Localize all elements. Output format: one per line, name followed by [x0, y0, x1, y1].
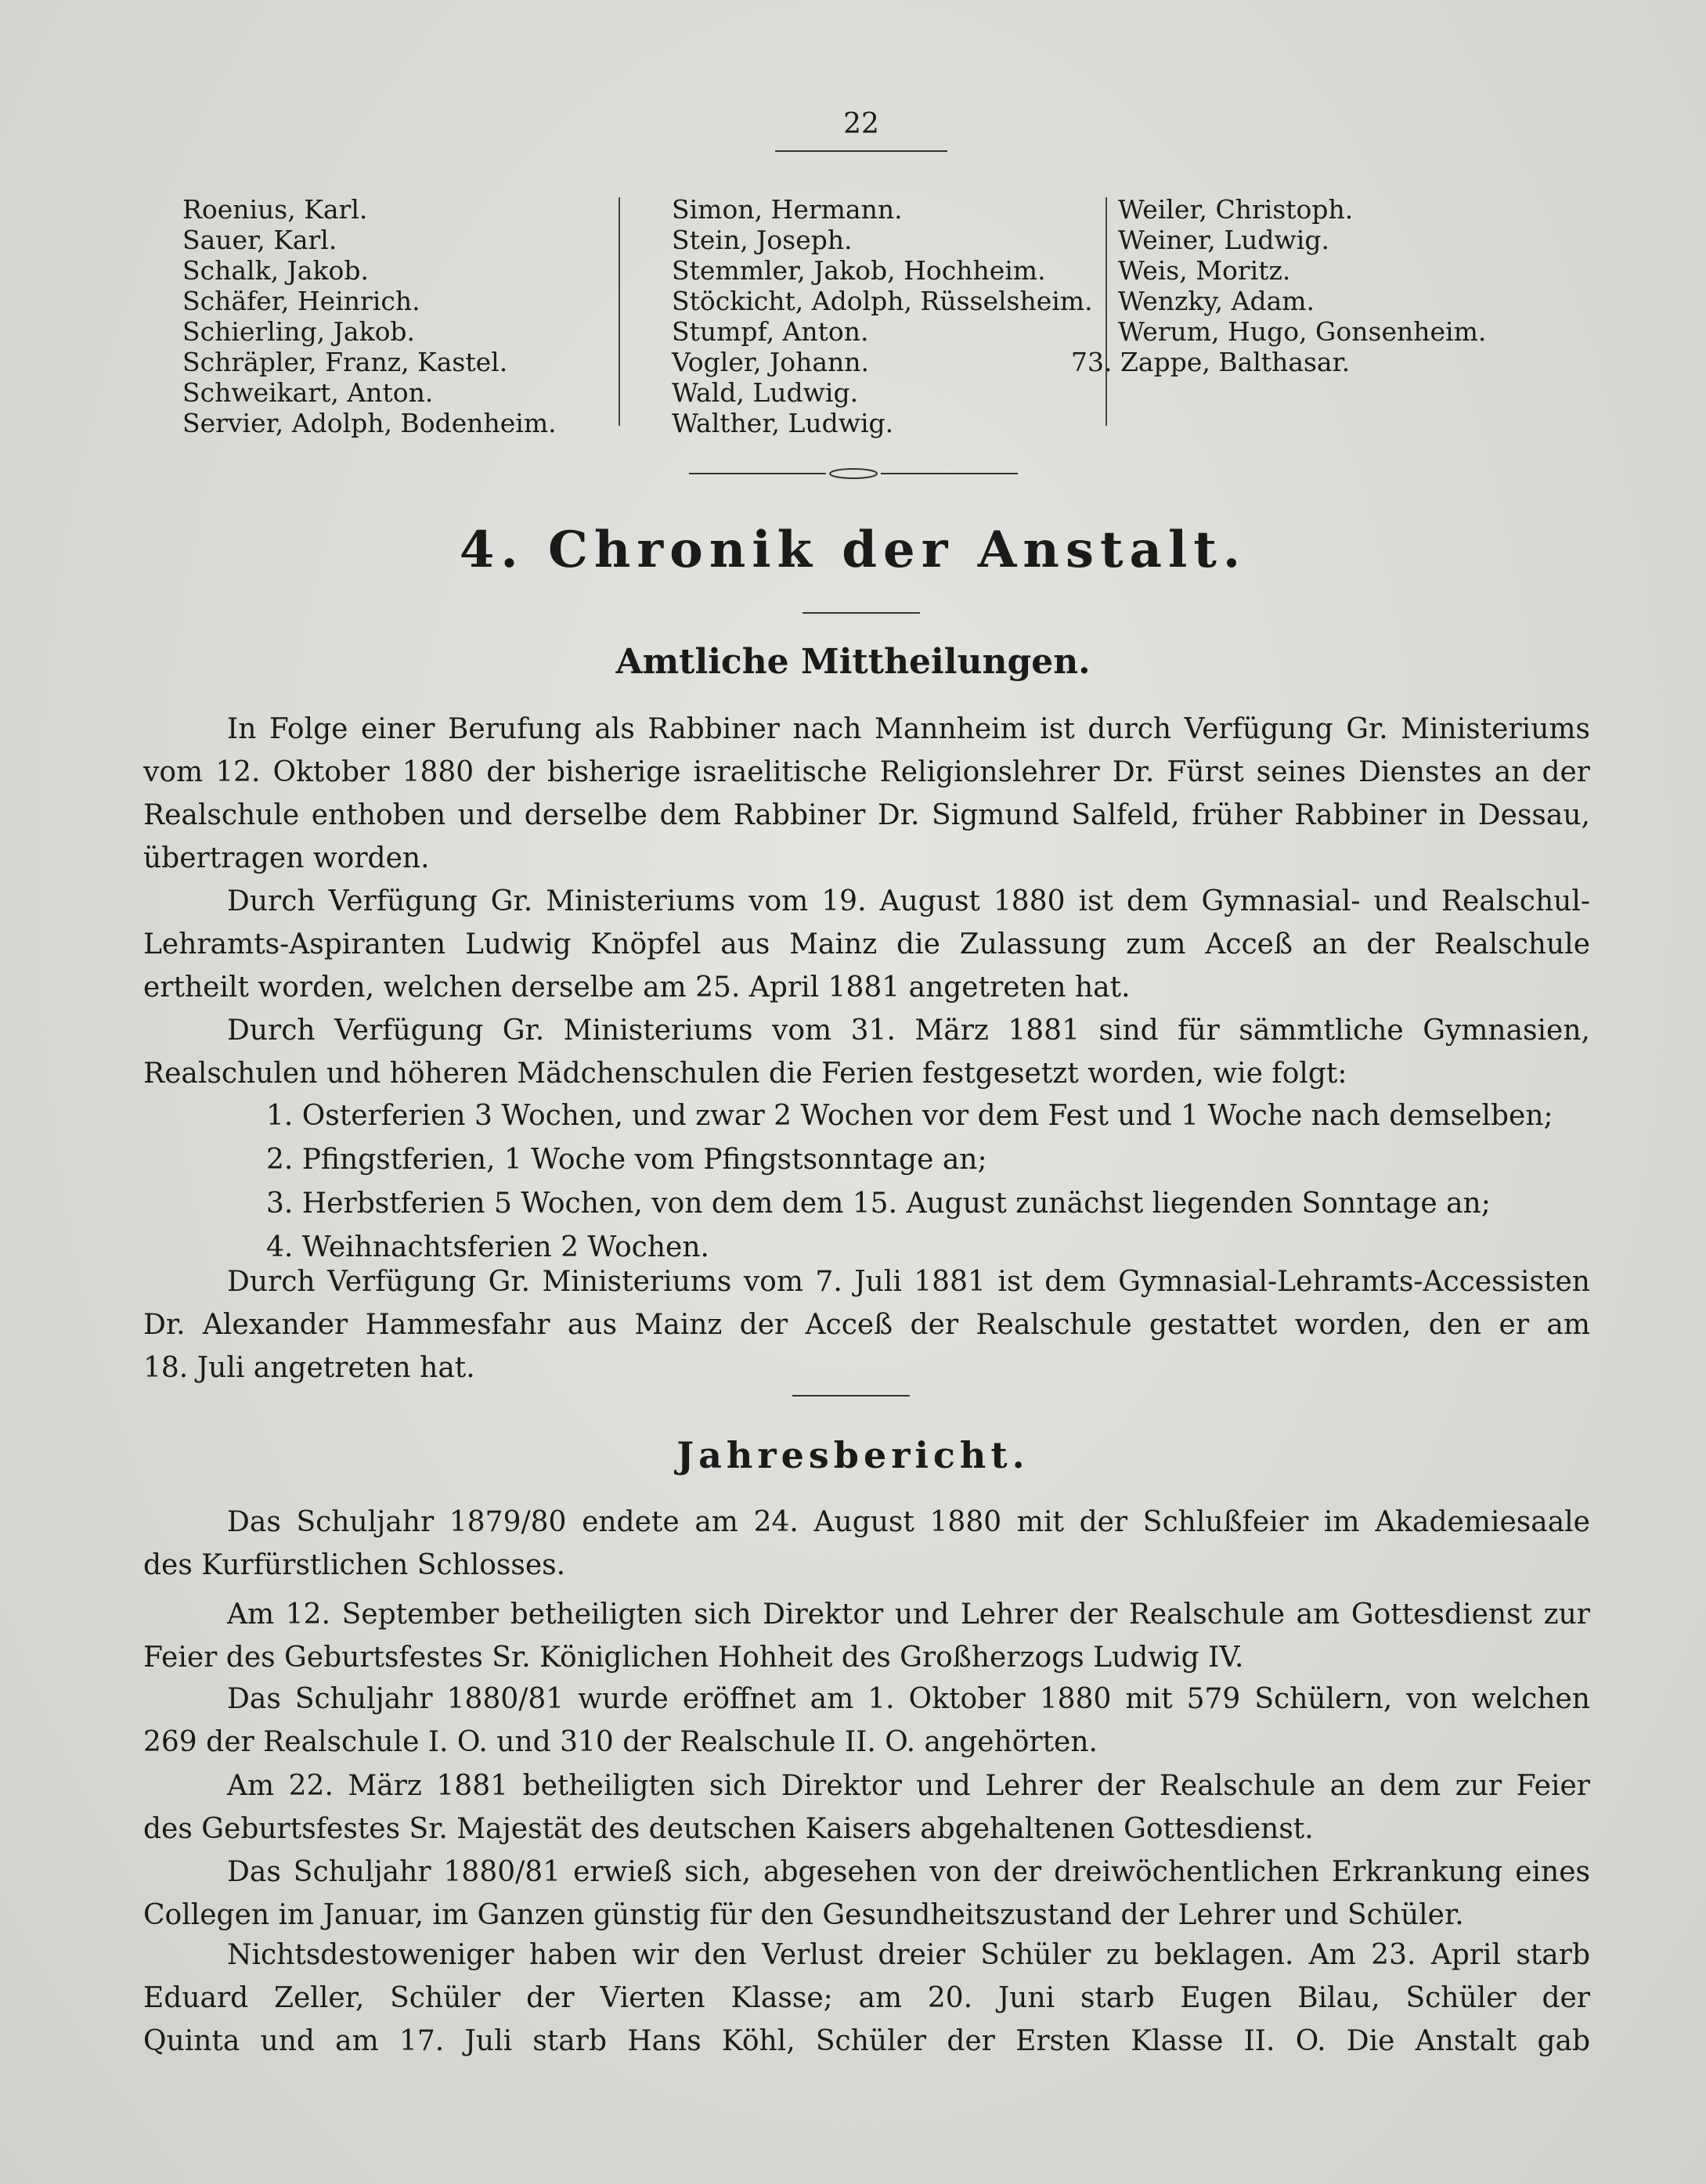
name-entry: Walther, Ludwig. — [672, 408, 894, 438]
page-number: 22 — [843, 108, 879, 140]
text-line: 18. Juli angetreten hat. — [143, 1352, 475, 1384]
name-entry: Schalk, Jakob. — [182, 255, 369, 286]
name-entry: Simon, Hermann. — [672, 194, 903, 225]
text-line: Am 12. September betheiligten sich Direktor und Lehrer der Realschule am Gottesdienst zur — [227, 1598, 1590, 1631]
text-line: 269 der Realschule I. O. und 310 der Realschule II. O. angehörten. — [143, 1726, 1098, 1758]
text-line: Durch Verfügung Gr. Ministeriums vom 19. August 1880 ist dem Gymnasial- und Realschul- — [227, 885, 1590, 917]
text-line: des Geburtsfestes Sr. Majestät des deutschen Kaisers abgehaltenen Gottesdienst. — [143, 1813, 1314, 1845]
holiday-list — [266, 1094, 1553, 1270]
text-line: Feier des Geburtsfestes Sr. Königlichen Hohheit des Großherzogs Ludwig IV. — [143, 1642, 1244, 1674]
text-line: Durch Verfügung Gr. Ministeriums vom 31. März 1881 sind für sämmtliche Gymnasien, — [227, 1015, 1590, 1047]
text-line: Das Schuljahr 1880/81 erwieß sich, abgesehen von der dreiwöchentlichen Erkrankung eines — [227, 1856, 1590, 1888]
name-entry: Stein, Joseph. — [672, 225, 853, 255]
paragraph-jahr-6 — [143, 1934, 1590, 2063]
paragraph-jahr-3 — [143, 1678, 1590, 1764]
text-line: Collegen im Januar, im Ganzen günstig für den Gesundheitszustand der Lehrer und Schüler. — [143, 1899, 1464, 1931]
name-entry: Roenius, Karl. — [182, 194, 368, 225]
text-line: ertheilt worden, welchen derselbe am 25. April 1881 angetreten hat. — [143, 971, 1131, 1004]
text-line: des Kurfürstlichen Schlosses. — [143, 1549, 566, 1581]
paragraph-amtl-3 — [143, 1009, 1590, 1095]
paragraph-jahr-4 — [143, 1764, 1590, 1851]
section-title: 4. Chronik der Anstalt. — [459, 521, 1247, 579]
text-line: Eduard Zeller, Schüler der Vierten Klasse; am 20. Juni starb Eugen Bilau, Schüler der — [143, 1982, 1590, 2014]
name-entry: Stemmler, Jakob, Hochheim. — [672, 255, 1046, 286]
header-rule — [775, 150, 947, 152]
paragraph-jahr-5 — [143, 1851, 1590, 1937]
section-rule — [792, 1395, 910, 1397]
text-line: Realschulen und höheren Mädchenschulen die Ferien festgesetzt worden, wie folgt: — [143, 1058, 1347, 1090]
name-entry: Weiler, Christoph. — [1118, 194, 1354, 225]
paragraph-amtl-2 — [143, 880, 1590, 1009]
ornament-divider — [689, 467, 1018, 480]
paragraph-jahr-2 — [143, 1593, 1590, 1679]
list-item: 1. Osterferien 3 Wochen, und zwar 2 Wochen vor dem Fest und 1 Woche nach demselben; — [266, 1100, 1553, 1132]
name-entry: Schweikart, Anton. — [182, 377, 434, 408]
text-line: Durch Verfügung Gr. Ministeriums vom 7. Juli 1881 ist dem Gymnasial-Lehramts-Accessisten — [227, 1266, 1590, 1298]
text-line: Quinta und am 17. Juli starb Hans Köhl, Schüler der Ersten Klasse II. O. Die Anstalt gab — [143, 2025, 1590, 2057]
name-entry: Vogler, Johann. — [672, 347, 870, 377]
name-column-1 — [182, 194, 557, 438]
name-entry: 73. Zappe, Balthasar. — [1071, 347, 1351, 377]
name-entry: Schäfer, Heinrich. — [182, 286, 420, 316]
title-rule — [803, 612, 920, 614]
text-line: Dr. Alexander Hammesfahr aus Mainz der Acceß der Realschule gestattet worden, den er am — [143, 1309, 1590, 1341]
name-entry: Weis, Moritz. — [1118, 255, 1291, 286]
paragraph-amtl-4 — [143, 1260, 1590, 1389]
text-line: Das Schuljahr 1879/80 endete am 24. August 1880 mit der Schlußfeier im Akademiesaale — [227, 1506, 1590, 1538]
name-entry: Wenzky, Adam. — [1118, 286, 1315, 316]
name-entry: Servier, Adolph, Bodenheim. — [182, 408, 557, 438]
paragraph-jahr-1 — [143, 1501, 1590, 1587]
name-column-3 — [1071, 194, 1487, 377]
name-entry: Stumpf, Anton. — [672, 316, 869, 347]
text-line: vom 12. Oktober 1880 der bisherige israelitische Religionslehrer Dr. Fürst seines Dienstes an der — [143, 756, 1590, 788]
text-line: Am 22. März 1881 betheiligten sich Direktor und Lehrer der Realschule an dem zur Feier — [227, 1770, 1590, 1802]
list-item: 4. Weihnachtsferien 2 Wochen. — [266, 1231, 709, 1263]
name-entry: Werum, Hugo, Gonsenheim. — [1118, 316, 1487, 347]
list-item: 3. Herbstferien 5 Wochen, von dem dem 15. August zunächst liegenden Sonntage an; — [266, 1188, 1491, 1220]
text-line: Nichtsdestoweniger haben wir den Verlust dreier Schüler zu beklagen. Am 23. April starb — [227, 1939, 1590, 1971]
text-line: übertragen worden. — [143, 842, 430, 874]
name-entry: Sauer, Karl. — [182, 225, 337, 255]
column-divider — [1105, 197, 1107, 426]
name-entry: Schierling, Jakob. — [182, 316, 416, 347]
text-line: In Folge einer Berufung als Rabbiner nach Mannheim ist durch Verfügung Gr. Ministeriums — [227, 713, 1590, 745]
subsection-title-amtliche: Amtliche Mittheilungen. — [615, 642, 1091, 682]
list-item: 2. Pfingstferien, 1 Woche vom Pfingstsonntage an; — [266, 1144, 987, 1176]
name-entry: Wald, Ludwig. — [672, 377, 859, 408]
column-divider — [619, 197, 620, 426]
name-entry: Stöckicht, Adolph, Rüsselsheim. — [672, 286, 1093, 316]
text-line: Realschule enthoben und derselbe dem Rabbiner Dr. Sigmund Salfeld, früher Rabbiner in Dessau, — [143, 799, 1590, 831]
paragraph-amtl-1 — [143, 708, 1590, 880]
name-entry: Schräpler, Franz, Kastel. — [182, 347, 508, 377]
text-line: Lehramts-Aspiranten Ludwig Knöpfel aus Mainz die Zulassung zum Acceß an der Realschule — [143, 928, 1590, 960]
text-line: Das Schuljahr 1880/81 wurde eröffnet am 1. Oktober 1880 mit 579 Schülern, von welchen — [227, 1683, 1590, 1715]
name-column-2 — [672, 194, 1093, 438]
name-entry: Weiner, Ludwig. — [1118, 225, 1329, 255]
subsection-title-jahresbericht: Jahresbericht. — [676, 1434, 1030, 1476]
